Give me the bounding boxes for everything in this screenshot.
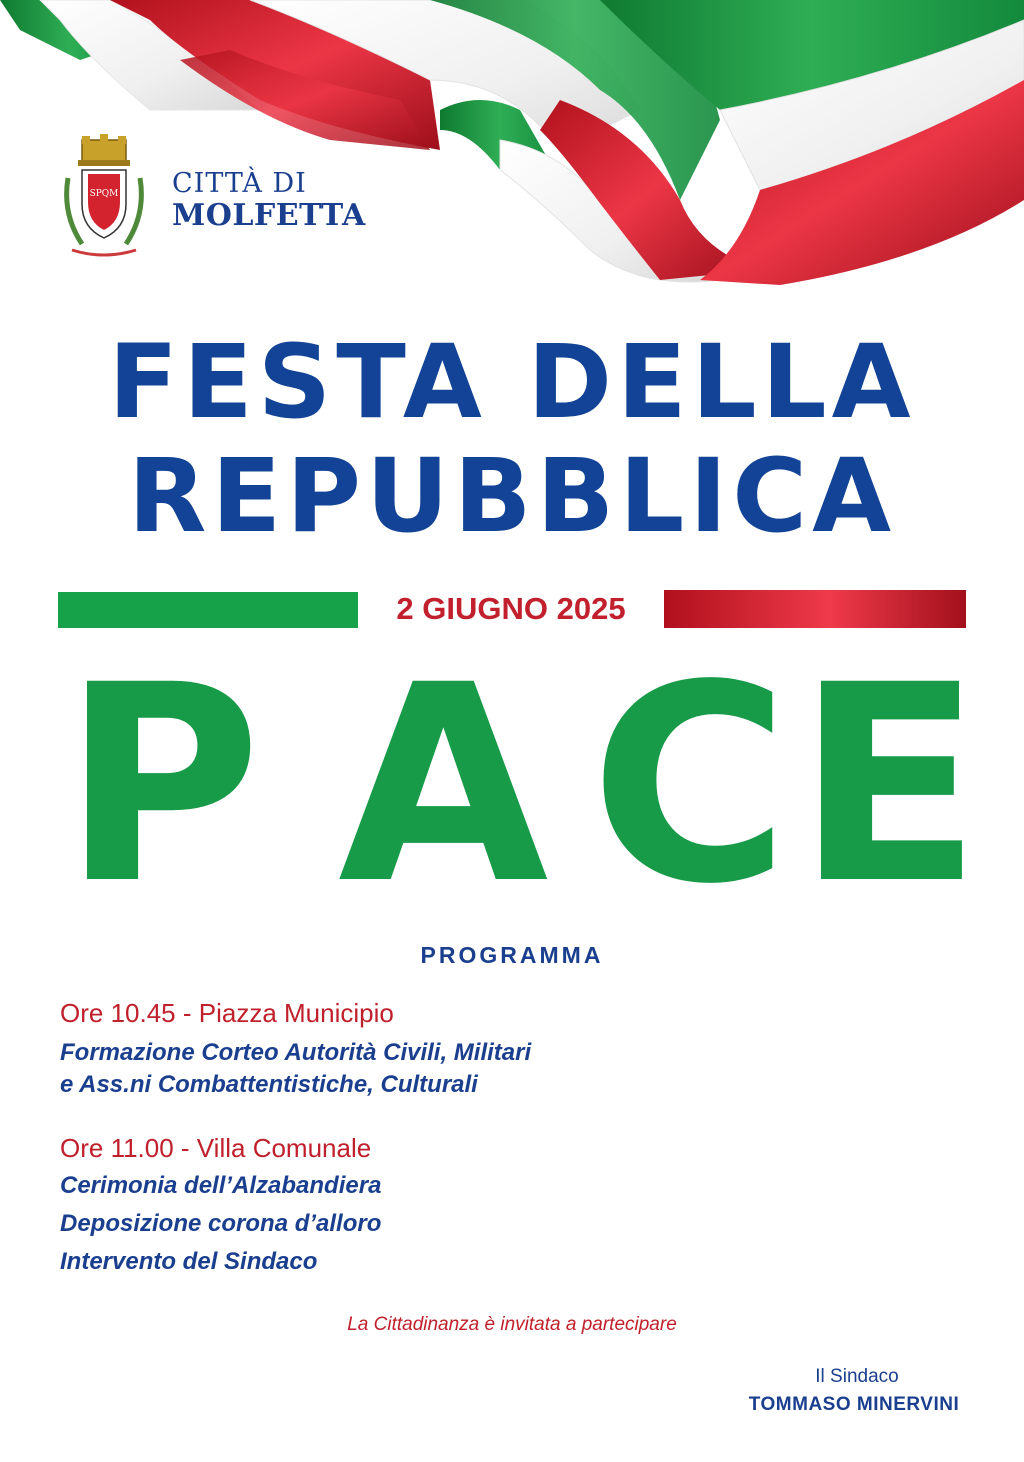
event-title-line-1: FESTA DELLA [108,323,916,442]
crest-text: SPQM [89,189,119,199]
city-label: CITTÀ DI [172,168,307,199]
theme-letter-c: C [590,628,790,944]
theme-word [0,628,1024,944]
event-title-line-2: REPUBBLICA [127,437,897,556]
red-band [664,590,966,628]
event-item: e Ass.ni Combattentistiche, Culturali [60,1071,478,1098]
city-name-block [172,168,366,234]
signature-role: Il Sindaco [815,1366,899,1387]
city-name: MOLFETTA [172,198,366,234]
molfetta-coat-of-arms-icon [58,134,150,270]
event-item: Intervento del Sindaco [60,1248,318,1275]
signature-name: TOMMASO MINERVINI [748,1394,960,1415]
event-item: Deposizione corona d’alloro [60,1210,382,1237]
event-time: Ore 10.45 - Piazza Municipio [60,998,394,1028]
theme-letter-p: P [62,628,262,944]
event-item: Formazione Corteo Autorità Civili, Militari [60,1039,532,1066]
program-heading: PROGRAMMA [420,942,604,968]
event-item: Cerimonia dell’Alzabandiera [60,1172,382,1199]
italian-tricolour-ribbon-icon [0,0,1024,300]
event-date: 2 GIUGNO 2025 [396,591,626,626]
theme-letter-a: A [338,628,549,944]
invitation-text: La Cittadinanza è invitata a partecipare [347,1314,677,1335]
theme-letter-e: E [796,628,982,944]
event-time: Ore 11.00 - Villa Comunale [60,1133,372,1163]
green-band [58,592,358,628]
